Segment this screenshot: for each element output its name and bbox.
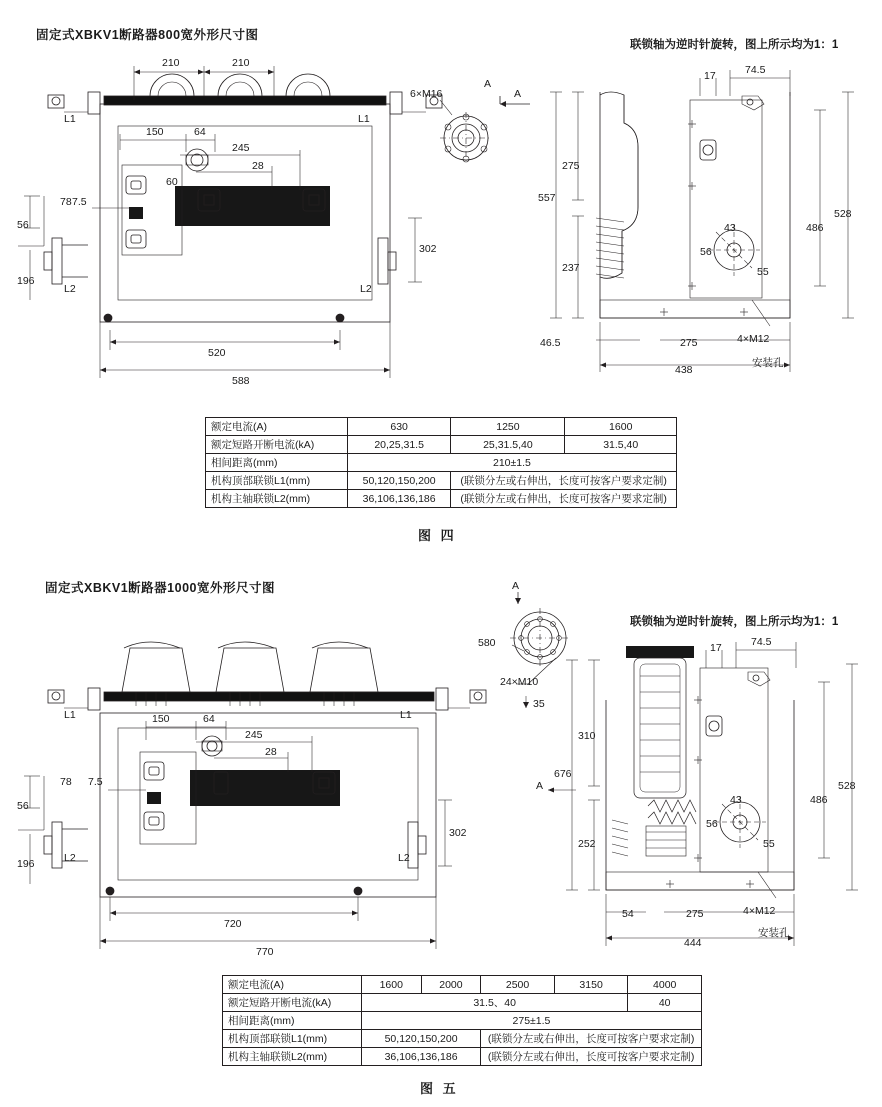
label-L2-left: L2 [64,283,76,295]
label2-L2-left: L2 [64,852,76,864]
label2-section-A-left: A [536,780,544,792]
cell: 4000 [628,976,702,994]
cell: 40 [628,994,702,1012]
label-section-A-top: A [484,78,492,90]
label2-section-A-top: A [512,580,520,592]
figure2-note: 联锁轴为逆时针旋转，图上所示均为1：1 [630,616,839,628]
table-row [223,1030,702,1048]
table-row [223,976,702,994]
table-row [223,1048,702,1066]
dim-438: 438 [675,364,693,376]
table-row [206,454,677,472]
dim-78: 78 [60,196,72,208]
dim-56: 56 [17,219,29,231]
cell: 50,120,150,200 [361,1030,480,1048]
dim2-28: 28 [265,746,277,758]
row-label: 额定短路开断电流(kA) [223,994,362,1012]
dim-46-5: 46.5 [540,337,561,349]
figure2-caption: 图 五 [420,1081,459,1096]
figure1-title: 固定式XBKV1断路器800宽外形尺寸图 [36,28,259,42]
label2-580: 580 [478,637,496,649]
dim-520: 520 [208,347,226,359]
dim2-302: 302 [449,827,467,839]
cell: 1600 [361,976,421,994]
dim-588: 588 [232,375,250,387]
dim2-676: 676 [554,768,572,780]
dim-28: 28 [252,160,264,172]
table-row [223,1012,702,1030]
dim2-17: 17 [710,642,722,654]
cell: (联锁分左或右伸出，长度可按客户要求定制) [481,1030,702,1048]
row-label: 额定电流(A) [223,976,362,994]
label2-L1-left: L1 [64,709,76,721]
cell: 50,120,150,200 [347,472,450,490]
cell: 1600 [565,418,677,436]
dim2-310: 310 [578,730,596,742]
dim-56-side: 56 [700,246,712,258]
figure1-spec-table [205,417,677,508]
dim2-78: 78 [60,776,72,788]
label-L1-left: L1 [64,113,76,125]
dim-150: 150 [146,126,164,138]
figure1-caption: 图 四 [418,528,457,543]
cell: 31.5、40 [361,994,627,1012]
label2-depth-35: 35 [533,698,545,710]
label2-4xM12: 4×M12 [743,905,776,917]
dim-7-5: 7.5 [72,196,87,208]
dim-557: 557 [538,192,556,204]
dim-top-right-210: 210 [232,57,250,69]
row-label: 机构主轴联锁L2(mm) [223,1048,362,1066]
dim2-275: 275 [686,908,704,920]
label-section-A: A [514,88,522,100]
cell: 210±1.5 [347,454,676,472]
dim-275: 275 [562,160,580,172]
cell: 630 [347,418,450,436]
dim2-56-side: 56 [706,818,718,830]
cell: 275±1.5 [361,1012,701,1030]
dim-237: 237 [562,262,580,274]
cell: (联锁分左或右伸出，长度可按客户要求定制) [451,490,677,508]
row-label: 相间距离(mm) [206,454,348,472]
cell: 3150 [554,976,628,994]
row-label: 机构顶部联锁L1(mm) [223,1030,362,1048]
dim2-74-5: 74.5 [751,636,772,648]
dim-275-b: 275 [680,337,698,349]
cell: 20,25,31.5 [347,436,450,454]
dim-486: 486 [806,222,824,234]
dim2-528: 528 [838,780,856,792]
label-4xM12: 4×M12 [737,333,770,345]
dim2-252: 252 [578,838,596,850]
cell: (联锁分左或右伸出，长度可按客户要求定制) [481,1048,702,1066]
figure2-spec-table [222,975,702,1066]
cell: (联锁分左或右伸出，长度可按客户要求定制) [451,472,677,490]
row-label: 机构主轴联锁L2(mm) [206,490,348,508]
row-label: 额定短路开断电流(kA) [206,436,348,454]
dim2-55: 55 [763,838,775,850]
dim-43: 43 [724,222,736,234]
row-label: 机构顶部联锁L1(mm) [206,472,348,490]
dim2-770: 770 [256,946,274,958]
cell: 1250 [451,418,565,436]
dim-245: 245 [232,142,250,154]
dim2-196: 196 [17,858,35,870]
dim2-444: 444 [684,937,702,949]
table-row [206,472,677,490]
figure1-note: 联锁轴为逆时针旋转，图上所示均为1：1 [630,39,839,51]
dim-top-left-210: 210 [162,57,180,69]
row-label: 额定电流(A) [206,418,348,436]
dim-64: 64 [194,126,206,138]
dim2-720: 720 [224,918,242,930]
dim-528: 528 [834,208,852,220]
dim-60: 60 [166,176,178,188]
dim-74-5: 74.5 [745,64,766,76]
label2-L2-right: L2 [398,852,410,864]
dim2-56: 56 [17,800,29,812]
table-row [206,436,677,454]
dim2-245: 245 [245,729,263,741]
label2-24xM10: 24×M10 [500,676,539,688]
cell: 25,31.5,40 [451,436,565,454]
label2-mount-hole: 安装孔 [758,927,790,939]
table-row [206,490,677,508]
cell: 31.5,40 [565,436,677,454]
dim2-64: 64 [203,713,215,725]
table-row [223,994,702,1012]
cell: 36,106,136,186 [347,490,450,508]
dim-302: 302 [419,243,437,255]
label-L2-right: L2 [360,283,372,295]
table-row [206,418,677,436]
dim-55: 55 [757,266,769,278]
label2-L1-right: L1 [400,709,412,721]
dim2-7-5: 7.5 [88,776,103,788]
row-label: 相间距离(mm) [223,1012,362,1030]
label-6xM16: 6×M16 [410,88,443,100]
label-L1-right: L1 [358,113,370,125]
label-mount-hole: 安装孔 [752,357,784,369]
dim-17: 17 [704,70,716,82]
figure2-title: 固定式XBKV1断路器1000宽外形尺寸图 [45,581,275,595]
cell: 2500 [481,976,555,994]
dim2-150: 150 [152,713,170,725]
dim-196: 196 [17,275,35,287]
dim2-486: 486 [810,794,828,806]
dim2-43: 43 [730,794,742,806]
cell: 2000 [421,976,481,994]
dim2-54: 54 [622,908,634,920]
cell: 36,106,136,186 [361,1048,480,1066]
